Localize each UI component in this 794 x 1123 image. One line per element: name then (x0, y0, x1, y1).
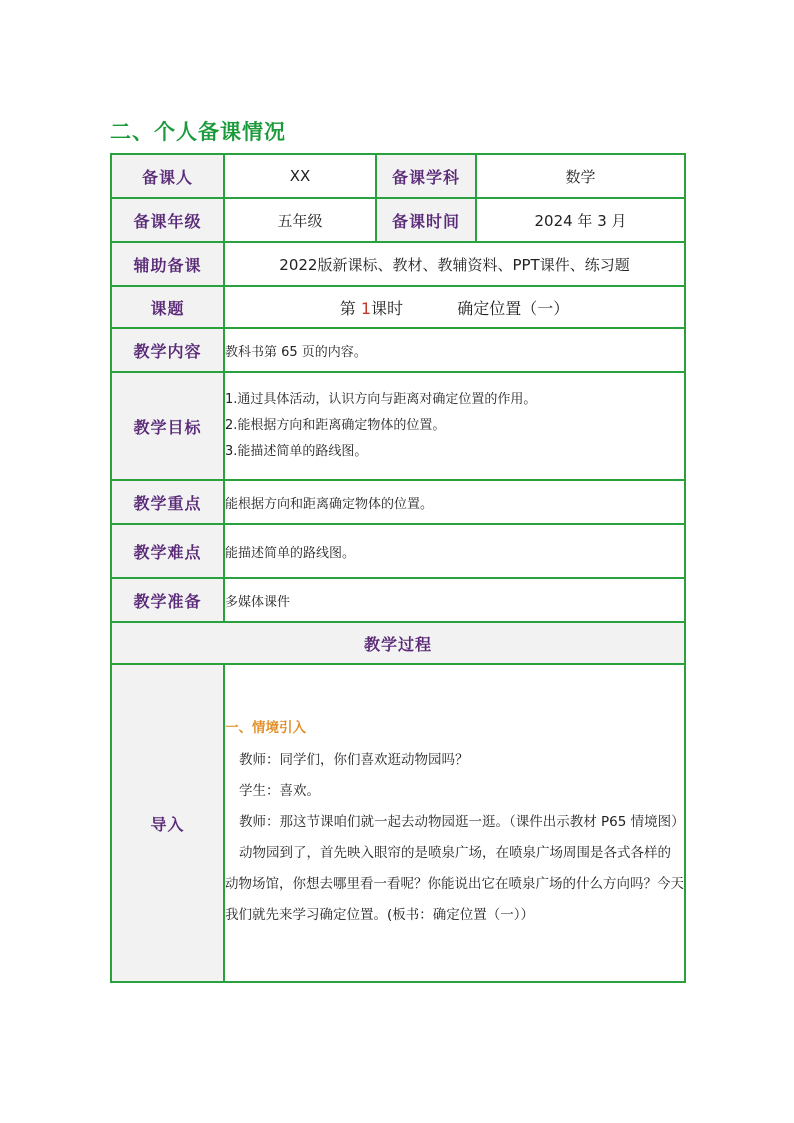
goals-list (224, 372, 685, 480)
goal-item: 1.通过具体活动，认识方向与距离对确定位置的作用。 (225, 392, 537, 407)
intro-paragraph: 教师：那这节课咱们就一起去动物园逛一逛。（课件出示教材 P65 情境图） (239, 814, 685, 830)
key-label: 教学重点 (111, 480, 224, 524)
row-key (111, 480, 685, 524)
prep-value: 多媒体课件 (224, 578, 685, 622)
difficulty-label: 教学难点 (111, 524, 224, 578)
key-value: 能根据方向和距离确定物体的位置。 (224, 480, 685, 524)
row-teacher-subject (111, 154, 685, 198)
row-aux (111, 242, 685, 286)
intro-paragraph: 动物园到了，首先映入眼帘的是喷泉广场，在喷泉广场周围是各式各样的动物场馆，你想去哪里看一看呢？你能说出它在喷泉广场的什么方向吗？今天我们就先来学习确定位置。(板书：确定位置（一）） (225, 845, 684, 923)
intro-paragraph: 学生：喜欢。 (239, 783, 320, 799)
prep-label: 教学准备 (111, 578, 224, 622)
subject-value: 数学 (476, 154, 685, 198)
difficulty-value: 能描述简单的路线图。 (224, 524, 685, 578)
grade-label: 备课年级 (111, 198, 224, 242)
row-difficulty (111, 524, 685, 578)
intro-heading: 一、情境引入 (225, 720, 306, 736)
row-topic (111, 286, 685, 328)
row-process-header (111, 622, 685, 664)
topic-prefix: 第 (339, 298, 356, 318)
intro-paragraph: 教师：同学们，你们喜欢逛动物园吗？ (239, 752, 469, 768)
process-header: 教学过程 (111, 622, 685, 664)
lesson-plan-table (110, 153, 686, 983)
goal-item: 2.能根据方向和距离确定物体的位置。 (225, 418, 446, 433)
teacher-label: 备课人 (111, 154, 224, 198)
goals-label: 教学目标 (111, 372, 224, 480)
subject-label: 备课学科 (376, 154, 476, 198)
topic-title: 确定位置（一） (457, 298, 570, 318)
time-label: 备课时间 (376, 198, 476, 242)
goal-item: 3.能描述简单的路线图。 (225, 444, 368, 459)
topic-number: 1 (360, 298, 372, 318)
topic-value (224, 286, 685, 328)
topic-label: 课题 (111, 286, 224, 328)
row-intro (111, 664, 685, 982)
row-content (111, 328, 685, 372)
content-label: 教学内容 (111, 328, 224, 372)
aux-value: 2022版新课标、教材、教辅资料、PPT课件、练习题 (224, 242, 685, 286)
aux-label: 辅助备课 (111, 242, 224, 286)
section-title: 二、个人备课情况 (110, 120, 286, 144)
teacher-value: XX (224, 154, 376, 198)
row-grade-time (111, 198, 685, 242)
intro-label: 导入 (111, 664, 224, 982)
time-value: 2024 年 3 月 (476, 198, 685, 242)
content-value: 教科书第 65 页的内容。 (224, 328, 685, 372)
grade-value: 五年级 (224, 198, 376, 242)
intro-content (224, 664, 685, 982)
row-goals (111, 372, 685, 480)
row-prep (111, 578, 685, 622)
topic-suffix: 课时 (371, 298, 404, 318)
